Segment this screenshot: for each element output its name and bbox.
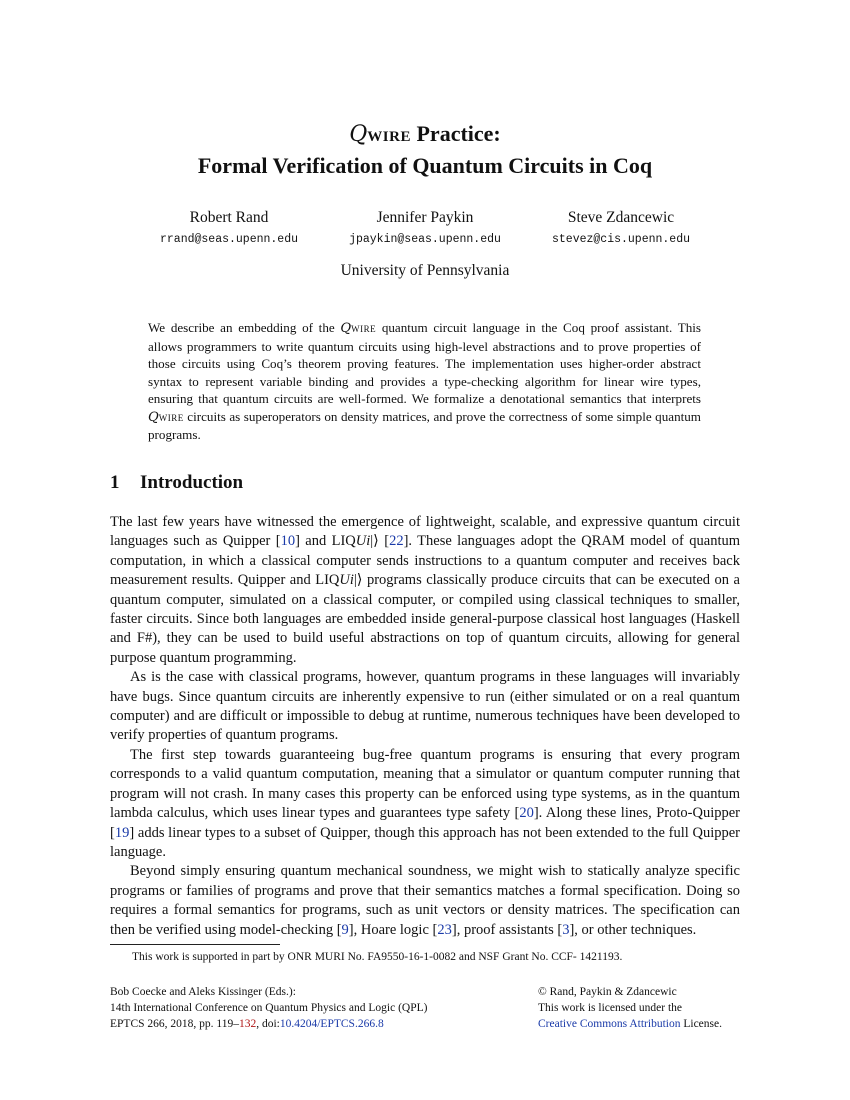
qwire-wordmark: wire bbox=[367, 121, 411, 146]
author-name: Jennifer Paykin bbox=[376, 209, 474, 226]
author-email: rrand@seas.upenn.edu bbox=[159, 233, 299, 246]
text-run: , doi: bbox=[256, 1018, 280, 1030]
text-run: ] and LIQ bbox=[295, 533, 356, 550]
title-line-1-suffix: Practice: bbox=[410, 121, 501, 146]
text-run: The last few years have witnessed the emergence of lightweight, scalable, and expressive quantum circuit languages such as Quipper [ bbox=[110, 514, 740, 550]
qwire-wordmark: wire bbox=[351, 320, 377, 335]
citation-link[interactable]: 19 bbox=[114, 824, 130, 841]
text-run: EPTCS 266, 2018, pp. 119– bbox=[110, 1018, 239, 1030]
text-run: ], Hoare logic [ bbox=[348, 921, 438, 938]
text-run: Ui bbox=[355, 533, 371, 550]
paragraph bbox=[110, 746, 740, 862]
affiliation: University of Pennsylvania bbox=[340, 262, 510, 279]
text-run: |⟩ programs classically produce circuits that can be executed on a quantum computer, simulated on a classical computer, or compiled using classical techniques to smaller, faster circuits. Since both languages are embedded inside general-purpose classical host languages (Haskell and F#), they can be used to build useful abstractions on top of quantum circuits, allowing for general purpose quantum programming. bbox=[110, 572, 740, 666]
title-line-1 bbox=[0, 118, 850, 150]
author-email: stevez@cis.upenn.edu bbox=[551, 233, 691, 246]
abstract-text: circuits as superoperators on density matrices, and prove the correctness of some simple quantum programs. bbox=[148, 408, 701, 442]
section-heading bbox=[110, 472, 243, 494]
text-run: ]. Along these lines, Proto-Quipper [ bbox=[110, 805, 740, 841]
abstract-text: We describe an embedding of the bbox=[148, 320, 341, 335]
editors-line: Bob Coecke and Aleks Kissinger (Eds.): bbox=[110, 986, 296, 998]
citation-link[interactable]: 22 bbox=[389, 533, 404, 550]
page-end-link[interactable]: 132 bbox=[238, 1018, 257, 1030]
footnote-divider bbox=[110, 944, 280, 945]
text-run: Beyond simply ensuring quantum mechanical soundness, we might wish to statically analyze specific programs or families of programs and prove that their semantics matches a formal specification. Doing so requires a formal semantics for programs, such as unit vectors or density matrices. The specification can then be verified using model-checking [ bbox=[110, 863, 740, 938]
abstract-text: quantum circuit language in the Coq proof assistant. This allows programmers to write quantum circuits using high-level abstractions and to prove properties of those circuits using Coq’s theorem proving features. The implementation uses higher-order abstract syntax to represent variable binding and provides a type-checking algorithm for linear wire types, ensuring that quantum circuits are well-formed. We formalize a denotational semantics that interprets bbox=[148, 320, 702, 406]
title-line-2: Formal Verification of Quantum Circuits in Coq bbox=[197, 153, 653, 178]
text-run: ] adds linear types to a subset of Quipper, though this approach has not been extended to the full Quipper language. bbox=[110, 824, 740, 860]
section-title: Introduction bbox=[140, 472, 244, 493]
abstract bbox=[148, 319, 701, 444]
qwire-q-glyph: Q bbox=[148, 409, 159, 425]
citation-link[interactable]: 3 bbox=[562, 921, 570, 938]
section-number: 1 bbox=[110, 472, 120, 493]
citation-link[interactable]: 20 bbox=[519, 805, 534, 822]
doi-link[interactable]: 10.4204/EPTCS.266.8 bbox=[279, 1018, 384, 1030]
author-name: Robert Rand bbox=[189, 209, 269, 226]
text-run: |⟩ [ bbox=[370, 533, 390, 550]
introduction-body bbox=[110, 513, 740, 940]
qwire-q-glyph: Q bbox=[340, 321, 352, 336]
license-line: This work is licensed under the bbox=[538, 1002, 683, 1014]
copyright-line: © Rand, Paykin & Zdancewic bbox=[538, 986, 677, 998]
citation-link[interactable]: 10 bbox=[280, 533, 296, 550]
citation-link[interactable]: 23 bbox=[437, 921, 452, 938]
license-link-line bbox=[538, 1016, 722, 1032]
text-run: ], or other techniques. bbox=[569, 921, 697, 938]
creative-commons-link[interactable]: Creative Commons Attribution bbox=[538, 1018, 681, 1030]
eptcs-line bbox=[110, 1016, 427, 1032]
citation-link[interactable]: 9 bbox=[341, 921, 349, 938]
paragraph bbox=[110, 862, 740, 940]
text-run: ]. These languages adopt the QRAM model of quantum computation, in which a classical computer sends instructions to a quantum computer and receives back measurement results. Quipper and LIQ bbox=[110, 533, 741, 589]
text-run: The first step towards guaranteeing bug-free quantum programs is ensuring that every program corresponds to a valid quantum computation, meaning that a simulator or quantum computer running that program will not crash. In many cases this property can be enforced using type systems, as in the quantum lambda calculus, which uses linear types and guarantees type safety [ bbox=[110, 746, 740, 822]
author-name: Steve Zdancewic bbox=[567, 209, 675, 226]
author-zdancewic bbox=[501, 208, 741, 249]
qwire-wordmark: wire bbox=[158, 408, 184, 424]
qwire-q-glyph: Q bbox=[349, 122, 368, 147]
text-run: Ui bbox=[339, 572, 354, 589]
text-run: License. bbox=[680, 1018, 722, 1030]
publication-info bbox=[110, 984, 427, 1032]
paragraph: As is the case with classical programs, however, quantum programs in these languages will invariably have bugs. Since quantum circuits are inherently expensive to run (either simulated or on a real quantum computer) and are difficult or impossible to debug at runtime, numerous techniques have been developed to verify properties of quantum programs. bbox=[110, 669, 740, 744]
conference-line: 14th International Conference on Quantum Physics and Logic (QPL) bbox=[110, 1002, 428, 1014]
license-info bbox=[538, 984, 722, 1032]
paper-title bbox=[0, 118, 850, 181]
footnote: This work is supported in part by ONR MURI No. FA9550-16-1-0082 and NSF Grant No. CCF- 1421193. bbox=[132, 951, 623, 963]
text-run: ], proof assistants [ bbox=[451, 921, 563, 938]
paragraph bbox=[110, 513, 740, 668]
author-email: jpaykin@seas.upenn.edu bbox=[349, 233, 501, 246]
